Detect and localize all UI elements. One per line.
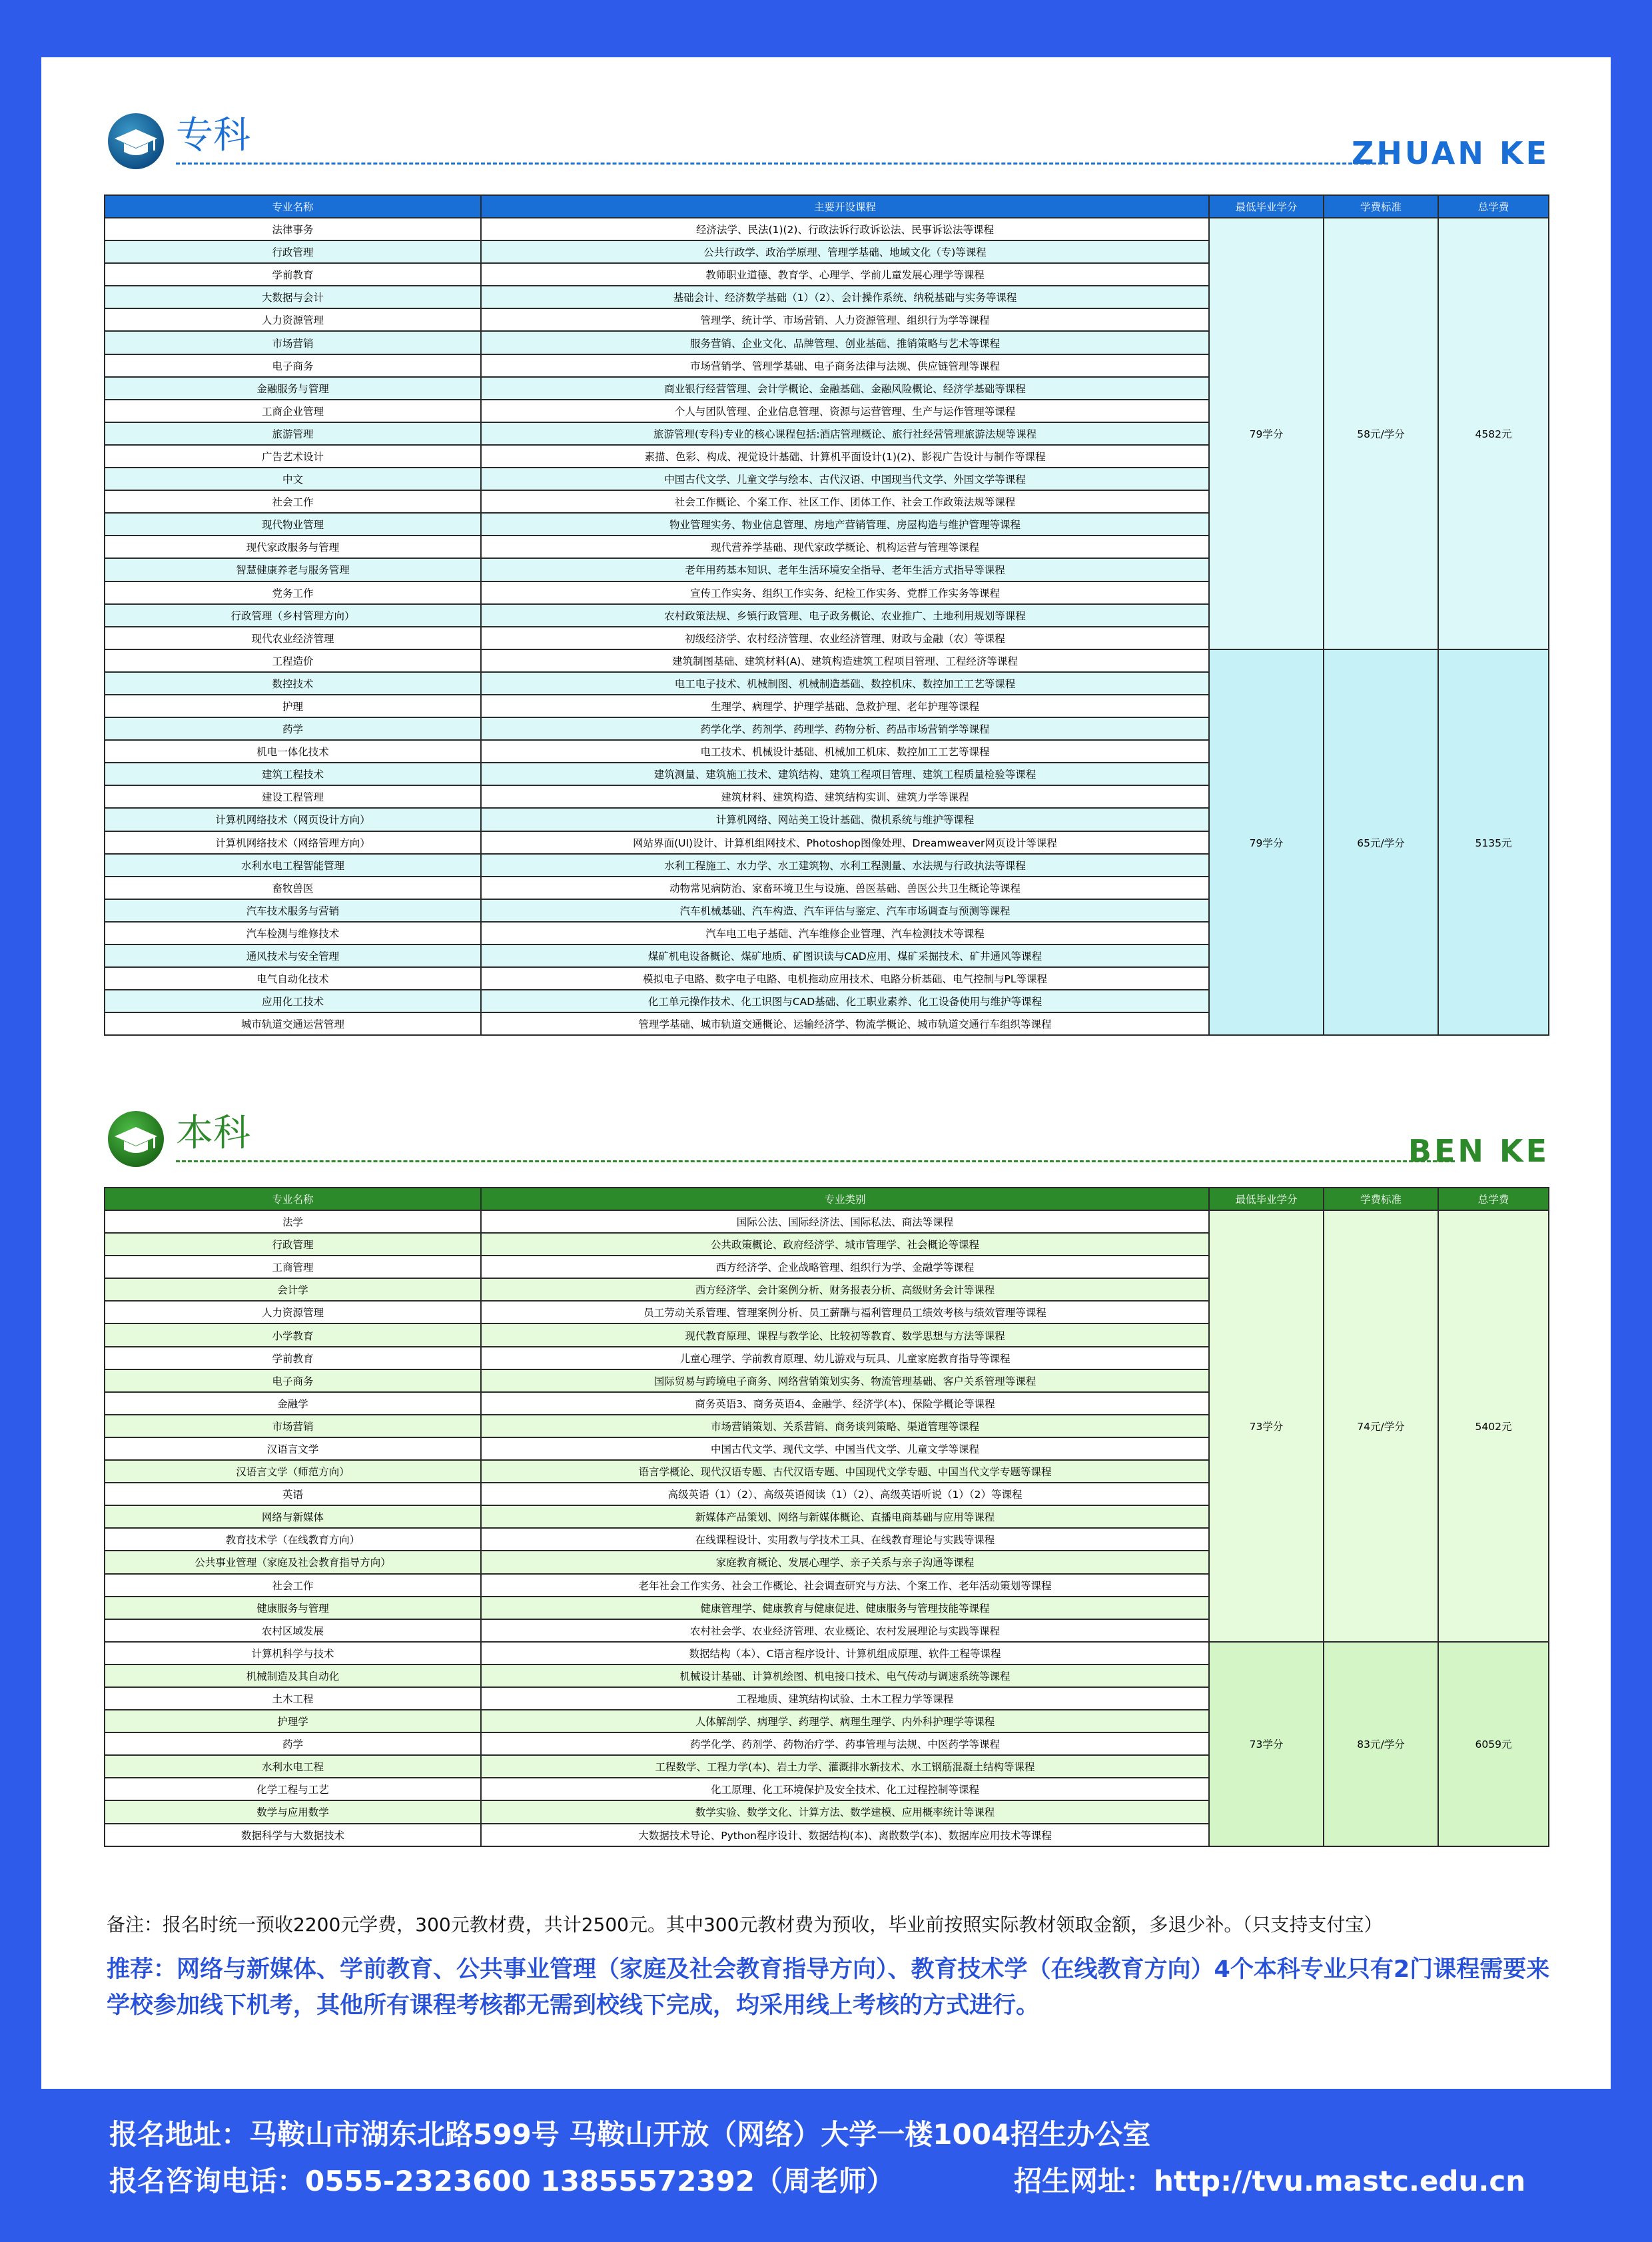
zhuanke-table-header: [105, 195, 1549, 218]
course-list: 汽车机械基础、汽车构造、汽车评估与鉴定、汽车市场调查与预测等课程: [481, 899, 1209, 922]
zhuanke-title-en: ZHUAN KE: [1352, 135, 1549, 171]
course-list: 工程地质、建筑结构试验、土木工程力学等课程: [481, 1687, 1209, 1710]
column-header: 总学费: [1438, 1188, 1549, 1210]
major-name: 旅游管理: [105, 422, 481, 445]
course-list: 建筑材料、建筑构造、建筑结构实训、建筑力学等课程: [481, 785, 1209, 808]
course-list: 商务英语3、商务英语4、金融学、经济学(本)、保险学概论等课程: [481, 1392, 1209, 1415]
course-list: 员工劳动关系管理、管理案例分析、员工薪酬与福利管理员工绩效考核与绩效管理等课程: [481, 1301, 1209, 1323]
major-name: 水利水电工程智能管理: [105, 854, 481, 877]
table-row: [105, 1642, 1549, 1665]
course-list: 化工单元操作技术、化工识图与CAD基础、化工职业素养、化工设备使用与维护等课程: [481, 990, 1209, 1012]
note-text: 备注：报名时统一预收2200元学费，300元教材费，共计2500元。其中300元教材费为预收，毕业前按照实际教材领取金额，多退少补。（只支持支付宝）: [107, 1914, 1383, 1936]
course-list: 建筑制图基础、建筑材料(A)、建筑构造建筑工程项目管理、工程经济等课程: [481, 649, 1209, 672]
benke-title: 本科: [176, 1112, 250, 1155]
major-name: 现代物业管理: [105, 513, 481, 536]
course-list: 模拟电子电路、数字电子电路、电机拖动应用技术、电路分析基础、电气控制与PL等课程: [481, 967, 1209, 990]
course-list: 建筑测量、建筑施工技术、建筑结构、建筑工程项目管理、建筑工程质量检验等课程: [481, 763, 1209, 785]
course-list: 计算机网络、网站美工设计基础、微机系统与维护等课程: [481, 808, 1209, 831]
course-list: 大数据技术导论、Python程序设计、数据结构(本)、离散数学(本)、数据库应用技术等课程: [481, 1824, 1209, 1846]
major-name: 计算机网络技术（网页设计方向）: [105, 808, 481, 831]
course-list: 现代教育原理、课程与教学论、比较初等教育、数学思想与方法等课程: [481, 1323, 1209, 1346]
major-name: 大数据与会计: [105, 286, 481, 308]
major-name: 应用化工技术: [105, 990, 481, 1012]
course-list: 汽车电工电子基础、汽车维修企业管理、汽车检测技术等课程: [481, 922, 1209, 944]
course-list: 中国古代文学、儿童文学与绘本、古代汉语、中国现当代文学、外国文学等课程: [481, 468, 1209, 490]
major-name: 电子商务: [105, 1369, 481, 1392]
major-name: 学前教育: [105, 1347, 481, 1369]
benke-header: [107, 1110, 1549, 1169]
major-name: 现代家政服务与管理: [105, 536, 481, 558]
benke-table-header: [105, 1188, 1549, 1210]
column-header: 最低毕业学分: [1209, 195, 1324, 218]
course-list: 水利工程施工、水力学、水工建筑物、水利工程测量、水法规与行政执法等课程: [481, 854, 1209, 877]
major-name: 人力资源管理: [105, 308, 481, 331]
major-name: 工商管理: [105, 1256, 481, 1278]
course-list: 基础会计、经济数学基础（1）（2）、会计操作系统、纳税基础与实务等课程: [481, 286, 1209, 308]
fee-standard: 74元/学分: [1324, 1210, 1438, 1642]
column-header: 专业名称: [105, 195, 481, 218]
course-list: 老年社会工作实务、社会工作概论、社会调查研究与方法、个案工作、老年活动策划等课程: [481, 1574, 1209, 1597]
major-name: 健康服务与管理: [105, 1597, 481, 1619]
benke-table: [104, 1187, 1549, 1847]
course-list: 经济法学、民法(1)(2)、行政法诉行政诉讼法、民事诉讼法等课程: [481, 218, 1209, 240]
footer-phone: 报名咨询电话：0555-2323600 13855572392（周老师）: [109, 2165, 895, 2197]
major-name: 现代农业经济管理: [105, 627, 481, 649]
course-list: 数据结构（本）、C语言程序设计、计算机组成原理、软件工程等课程: [481, 1642, 1209, 1665]
major-name: 机电一体化技术: [105, 740, 481, 763]
course-list: 新媒体产品策划、网络与新媒体概论、直播电商基础与应用等课程: [481, 1505, 1209, 1528]
graduation-cap-icon: [107, 112, 165, 171]
major-name: 人力资源管理: [105, 1301, 481, 1323]
column-header: 专业名称: [105, 1188, 481, 1210]
graduation-cap-icon: [107, 1110, 165, 1168]
course-list: 宣传工作实务、组织工作实务、纪检工作实务、党群工作实务等课程: [481, 581, 1209, 604]
major-name: 计算机科学与技术: [105, 1642, 481, 1665]
major-name: 小学教育: [105, 1323, 481, 1346]
major-name: 汽车检测与维修技术: [105, 922, 481, 944]
major-name: 汉语言文学（师范方向）: [105, 1460, 481, 1483]
min-credits: 73学分: [1209, 1210, 1324, 1642]
major-name: 化学工程与工艺: [105, 1778, 481, 1800]
major-name: 通风技术与安全管理: [105, 944, 481, 967]
min-credits: 79学分: [1209, 649, 1324, 1036]
major-name: 法学: [105, 1210, 481, 1233]
min-credits: 73学分: [1209, 1642, 1324, 1846]
course-list: 个人与团队管理、企业信息管理、资源与运营管理、生产与运作管理等课程: [481, 400, 1209, 422]
major-name: 行政管理（乡村管理方向）: [105, 604, 481, 627]
course-list: 西方经济学、企业战略管理、组织行为学、金融学等课程: [481, 1256, 1209, 1278]
zhuanke-table: [104, 194, 1549, 1036]
footer-website: 招生网址：http://tvu.mastc.edu.cn: [1014, 2165, 1526, 2197]
benke-divider: [176, 1160, 1455, 1162]
major-name: 护理学: [105, 1710, 481, 1732]
course-list: 人体解剖学、病理学、药理学、病理生理学、内外科护理学等课程: [481, 1710, 1209, 1732]
major-name: 广告艺术设计: [105, 445, 481, 468]
course-list: 现代营养学基础、现代家政学概论、机构运营与管理等课程: [481, 536, 1209, 558]
major-name: 药学: [105, 1732, 481, 1755]
course-list: 教师职业道德、教育学、心理学、学前儿童发展心理学等课程: [481, 263, 1209, 286]
course-list: 电工电子技术、机械制图、机械制造基础、数控机床、数控加工工艺等课程: [481, 672, 1209, 695]
column-header: 学费标准: [1324, 1188, 1438, 1210]
major-name: 网络与新媒体: [105, 1505, 481, 1528]
major-name: 英语: [105, 1483, 481, 1505]
course-list: 社会工作概论、个案工作、社区工作、团体工作、社会工作政策法规等课程: [481, 490, 1209, 513]
major-name: 城市轨道交通运营管理: [105, 1012, 481, 1035]
major-name: 工程造价: [105, 649, 481, 672]
course-list: 数学实验、数学文化、计算方法、数学建模、应用概率统计等课程: [481, 1800, 1209, 1823]
total-fee: 5402元: [1438, 1210, 1549, 1642]
benke-title-en: BEN KE: [1408, 1133, 1549, 1169]
course-list: 初级经济学、农村经济管理、农业经济管理、财政与金融（农）等课程: [481, 627, 1209, 649]
major-name: 数控技术: [105, 672, 481, 695]
major-name: 数据科学与大数据技术: [105, 1824, 481, 1846]
major-name: 市场营销: [105, 331, 481, 354]
course-list: 农村社会学、农业经济管理、农业概论、农村发展理论与实践等课程: [481, 1619, 1209, 1642]
major-name: 智慧健康养老与服务管理: [105, 558, 481, 581]
major-name: 行政管理: [105, 1233, 481, 1256]
column-header: 主要开设课程: [481, 195, 1209, 218]
course-list: 素描、色彩、构成、视觉设计基础、计算机平面设计(1)(2)、影视广告设计与制作等课程: [481, 445, 1209, 468]
column-header: 总学费: [1438, 195, 1549, 218]
major-name: 数学与应用数学: [105, 1800, 481, 1823]
major-name: 公共事业管理（家庭及社会教育指导方向）: [105, 1551, 481, 1573]
zhuanke-divider: [176, 163, 1388, 165]
major-name: 金融服务与管理: [105, 377, 481, 400]
course-list: 物业管理实务、物业信息管理、房地产营销管理、房屋构造与维护管理等课程: [481, 513, 1209, 536]
course-list: 工程数学、工程力学(本)、岩土力学、灌溉排水新技术、水工钢筋混凝土结构等课程: [481, 1755, 1209, 1778]
course-list: 动物常见病防治、家畜环境卫生与设施、兽医基础、兽医公共卫生概论等课程: [481, 877, 1209, 899]
course-list: 高级英语（1）（2）、高级英语阅读（1）（2）、高级英语听说（1）（2）等课程: [481, 1483, 1209, 1505]
footer-address: 报名地址：马鞍山市湖东北路599号 马鞍山开放（网络）大学一楼1004招生办公室: [109, 2118, 1151, 2151]
total-fee: 6059元: [1438, 1642, 1549, 1846]
major-name: 农村区域发展: [105, 1619, 481, 1642]
major-name: 社会工作: [105, 490, 481, 513]
course-list: 国际贸易与跨境电子商务、网络营销策划实务、物流管理基础、客户关系管理等课程: [481, 1369, 1209, 1392]
fee-standard: 58元/学分: [1324, 218, 1438, 649]
major-name: 中文: [105, 468, 481, 490]
course-list: 在线课程设计、实用教与学技术工具、在线教育理论与实践等课程: [481, 1528, 1209, 1551]
major-name: 教育技术学（在线教育方向）: [105, 1528, 481, 1551]
major-name: 水利水电工程: [105, 1755, 481, 1778]
major-name: 建设工程管理: [105, 785, 481, 808]
course-list: 家庭教育概论、发展心理学、亲子关系与亲子沟通等课程: [481, 1551, 1209, 1573]
course-list: 儿童心理学、学前教育原理、幼儿游戏与玩具、儿童家庭教育指导等课程: [481, 1347, 1209, 1369]
major-name: 电子商务: [105, 354, 481, 377]
course-list: 语言学概论、现代汉语专题、古代汉语专题、中国现代文学专题、中国当代文学专题等课程: [481, 1460, 1209, 1483]
major-name: 汉语言文学: [105, 1437, 481, 1460]
major-name: 建筑工程技术: [105, 763, 481, 785]
major-name: 党务工作: [105, 581, 481, 604]
course-list: 药学化学、药剂学、药物治疗学、药事管理与法规、中医药学等课程: [481, 1732, 1209, 1755]
course-list: 商业银行经营管理、会计学概论、金融基础、金融风险概论、经济学基础等课程: [481, 377, 1209, 400]
major-name: 法律事务: [105, 218, 481, 240]
major-name: 行政管理: [105, 240, 481, 263]
major-name: 社会工作: [105, 1574, 481, 1597]
fee-standard: 83元/学分: [1324, 1642, 1438, 1846]
course-list: 旅游管理(专科)专业的核心课程包括:酒店管理概论、旅行社经营管理旅游法规等课程: [481, 422, 1209, 445]
table-row: [105, 218, 1549, 240]
column-header: 专业类别: [481, 1188, 1209, 1210]
major-name: 土木工程: [105, 1687, 481, 1710]
major-name: 护理: [105, 695, 481, 717]
course-list: 煤矿机电设备概论、煤矿地质、矿图识读与CAD应用、煤矿采掘技术、矿井通风等课程: [481, 944, 1209, 967]
recommend-text: 推荐：网络与新媒体、学前教育、公共事业管理（家庭及社会教育指导方向）、教育技术学（在线教育方向）4个本科专业只有2门课程需要来学校参加线下机考，其他所有课程考核都无需到校线下完成，均采用线上考核的方式进行。: [107, 1956, 1550, 2019]
course-list: 管理学、统计学、市场营销、人力资源管理、组织行为学等课程: [481, 308, 1209, 331]
course-list: 市场营销策划、关系营销、商务谈判策略、渠道管理等课程: [481, 1415, 1209, 1437]
major-name: 畜牧兽医: [105, 877, 481, 899]
column-header: 最低毕业学分: [1209, 1188, 1324, 1210]
course-list: 农村政策法规、乡镇行政管理、电子政务概论、农业推广、土地利用规划等课程: [481, 604, 1209, 627]
major-name: 电气自动化技术: [105, 967, 481, 990]
course-list: 中国古代文学、现代文学、中国当代文学、儿童文学等课程: [481, 1437, 1209, 1460]
major-name: 工商企业管理: [105, 400, 481, 422]
course-list: 国际公法、国际经济法、国际私法、商法等课程: [481, 1210, 1209, 1233]
major-name: 计算机网络技术（网络管理方向）: [105, 831, 481, 854]
zhuanke-header: [107, 112, 1549, 171]
course-list: 机械设计基础、计算机绘图、机电接口技术、电气传动与调速系统等课程: [481, 1665, 1209, 1687]
course-list: 化工原理、化工环境保护及安全技术、化工过程控制等课程: [481, 1778, 1209, 1800]
course-list: 电工技术、机械设计基础、机械加工机床、数控加工工艺等课程: [481, 740, 1209, 763]
course-list: 公共政策概论、政府经济学、城市管理学、社会概论等课程: [481, 1233, 1209, 1256]
major-name: 药学: [105, 717, 481, 740]
course-list: 市场营销学、管理学基础、电子商务法律与法规、供应链管理等课程: [481, 354, 1209, 377]
min-credits: 79学分: [1209, 218, 1324, 649]
major-name: 金融学: [105, 1392, 481, 1415]
major-name: 会计学: [105, 1278, 481, 1301]
course-list: 老年用药基本知识、老年生活环境安全指导、老年生活方式指导等课程: [481, 558, 1209, 581]
major-name: 市场营销: [105, 1415, 481, 1437]
major-name: 汽车技术服务与营销: [105, 899, 481, 922]
course-list: 健康管理学、健康教育与健康促进、健康服务与管理技能等课程: [481, 1597, 1209, 1619]
major-name: 机械制造及其自动化: [105, 1665, 481, 1687]
zhuanke-title: 专科: [176, 114, 250, 157]
course-list: 生理学、病理学、护理学基础、急救护理、老年护理等课程: [481, 695, 1209, 717]
course-list: 药学化学、药剂学、药理学、药物分析、药品市场营销学等课程: [481, 717, 1209, 740]
course-list: 服务营销、企业文化、品牌管理、创业基础、推销策略与艺术等课程: [481, 331, 1209, 354]
fee-standard: 65元/学分: [1324, 649, 1438, 1036]
course-list: 网站界面(UI)设计、计算机组网技术、Photoshop图像处理、Dreamweaver网页设计等课程: [481, 831, 1209, 854]
course-list: 管理学基础、城市轨道交通概论、运输经济学、物流学概论、城市轨道交通行车组织等课程: [481, 1012, 1209, 1035]
table-row: [105, 649, 1549, 672]
course-list: 西方经济学、会计案例分析、财务报表分析、高级财务会计等课程: [481, 1278, 1209, 1301]
course-list: 公共行政学、政治学原理、管理学基础、地域文化（专)等课程: [481, 240, 1209, 263]
total-fee: 5135元: [1438, 649, 1549, 1036]
column-header: 学费标准: [1324, 195, 1438, 218]
table-row: [105, 1210, 1549, 1233]
total-fee: 4582元: [1438, 218, 1549, 649]
major-name: 学前教育: [105, 263, 481, 286]
